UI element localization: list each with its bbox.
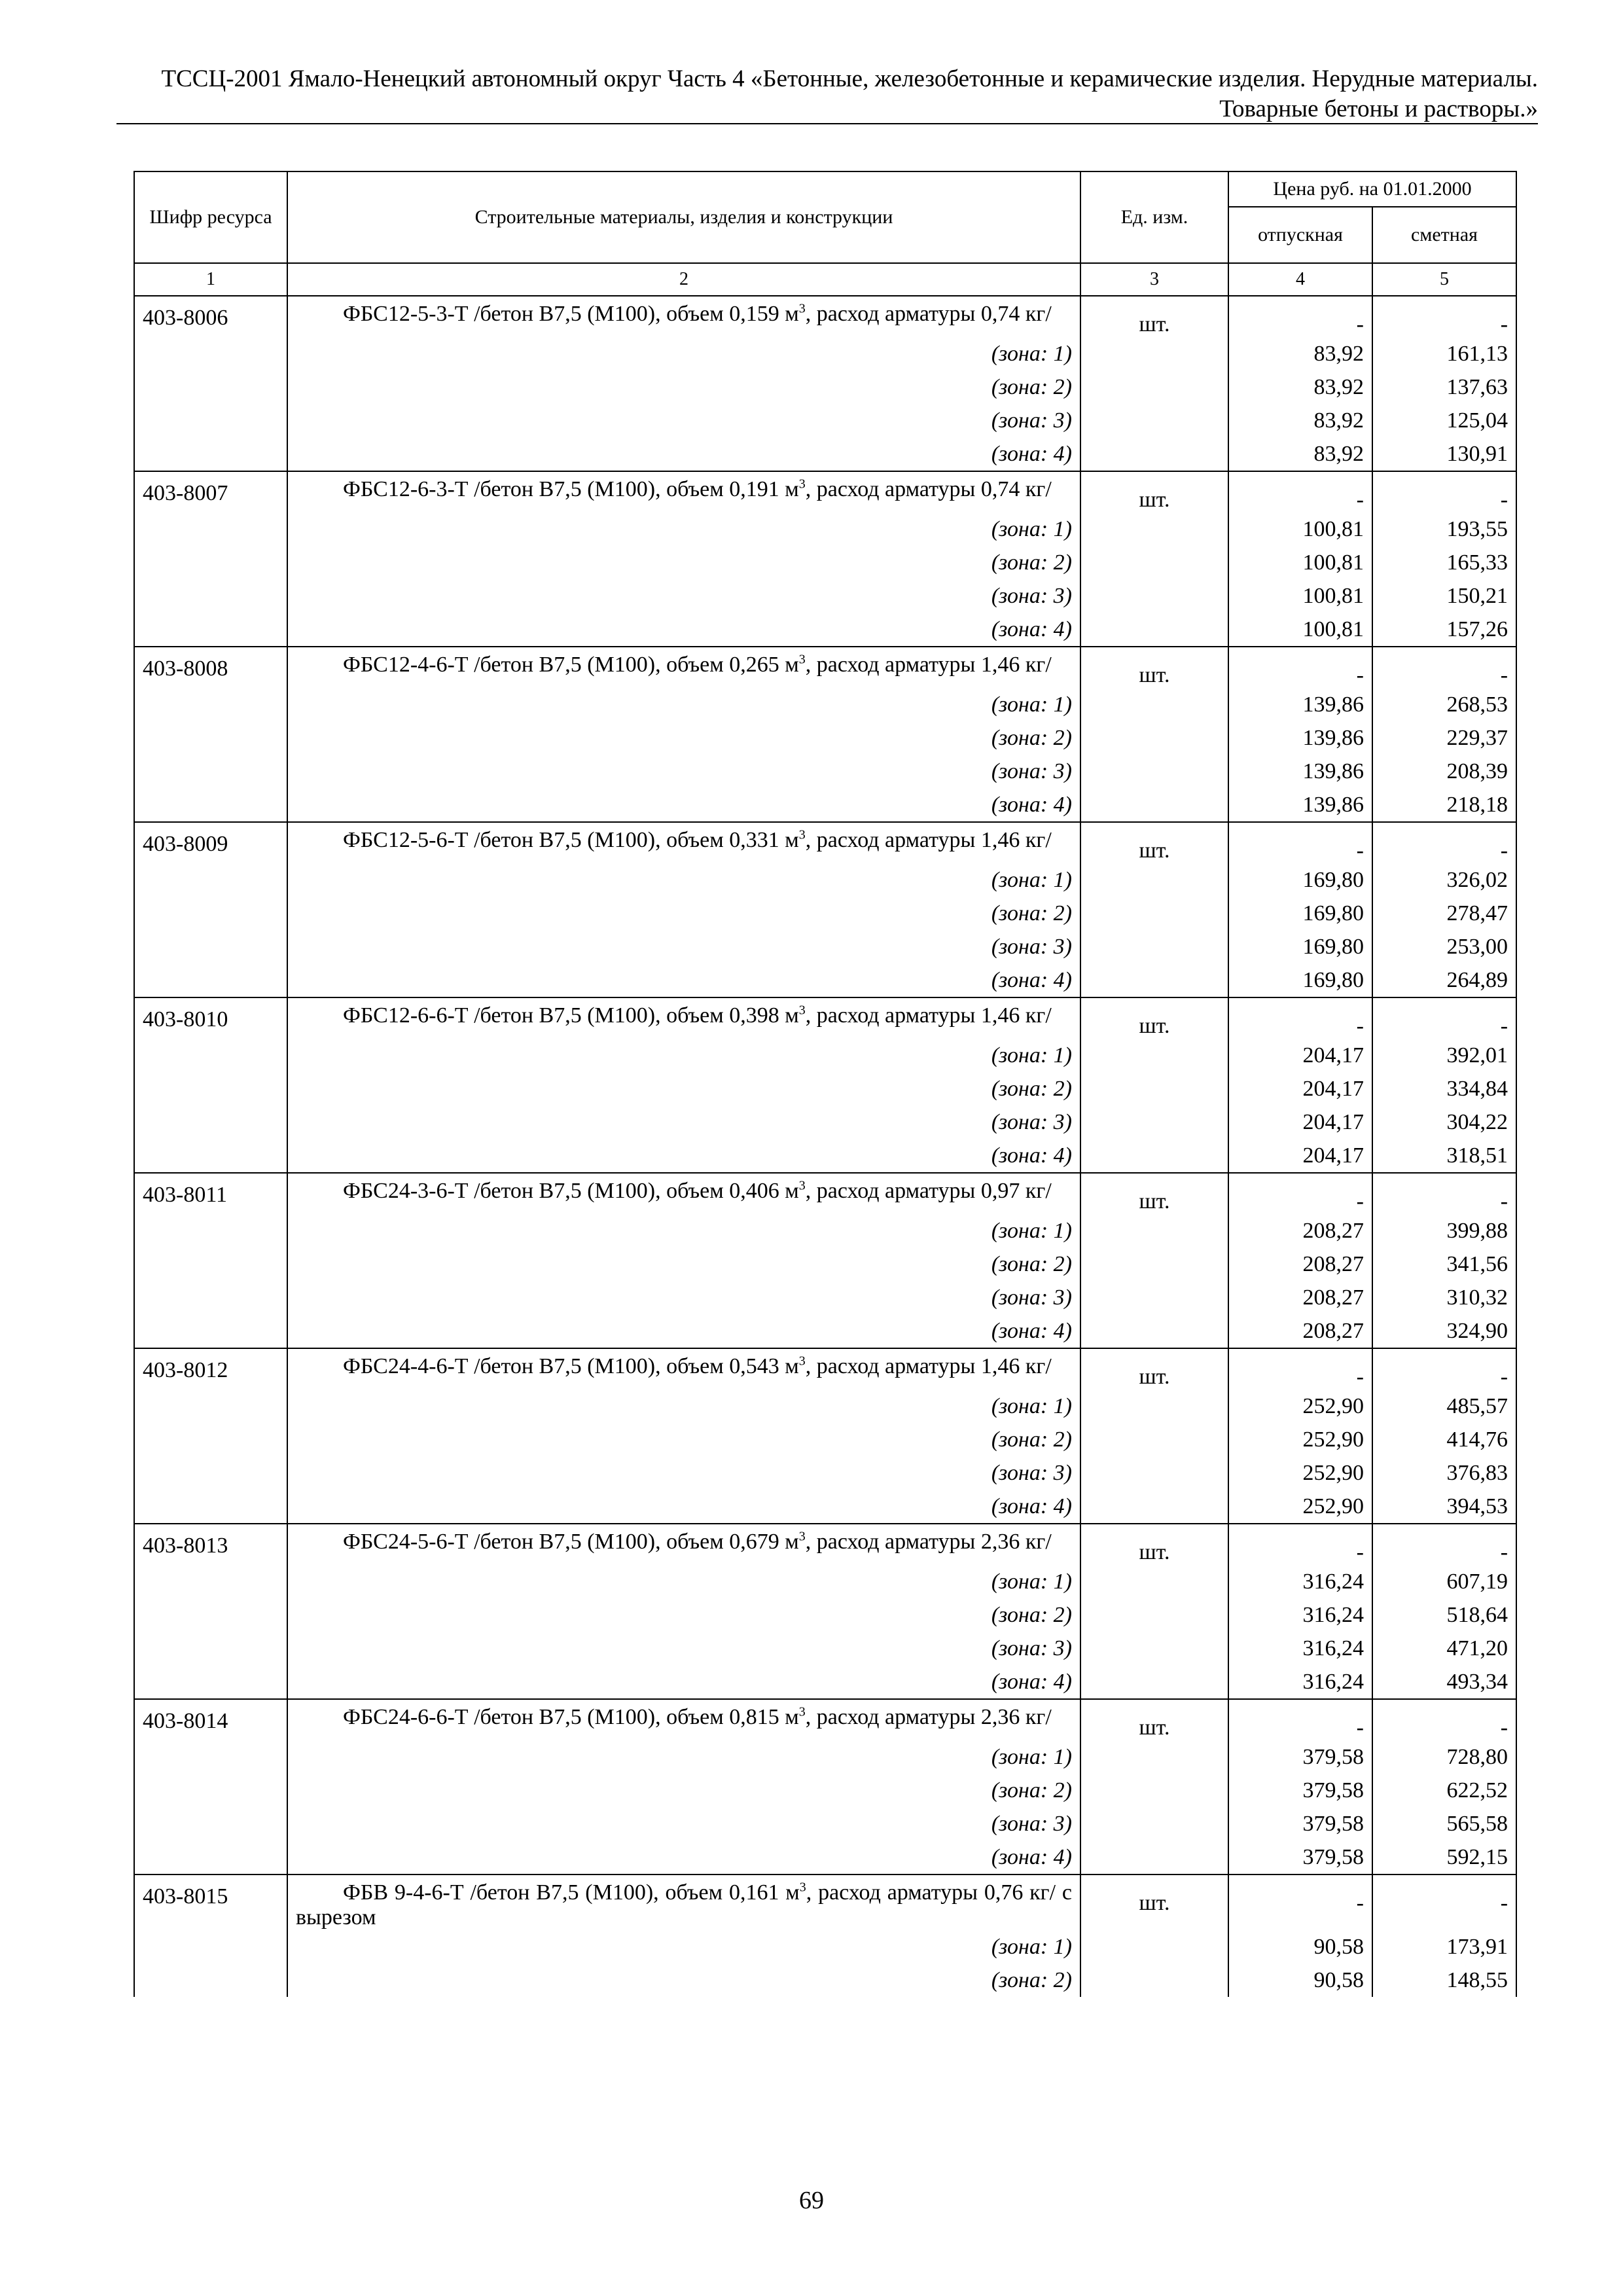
zone-estimate-price: 208,39 <box>1372 755 1516 788</box>
estimate-price: - <box>1372 471 1516 512</box>
zone-row <box>134 1964 1516 1997</box>
resource-code: 403-8006 <box>134 296 287 471</box>
zone-label: (зона: 4) <box>287 1490 1080 1524</box>
zone-row <box>134 1456 1516 1490</box>
zone-release-price: 208,27 <box>1228 1247 1372 1281</box>
zone-estimate-price: 622,52 <box>1372 1774 1516 1807</box>
zone-label: (зона: 2) <box>287 1247 1080 1281</box>
zone-estimate-price: 341,56 <box>1372 1247 1516 1281</box>
zone-release-price: 169,80 <box>1228 963 1372 997</box>
zone-row <box>134 1598 1516 1632</box>
zone-estimate-price: 150,21 <box>1372 579 1516 613</box>
zone-release-price: 100,81 <box>1228 546 1372 579</box>
zone-row <box>134 1390 1516 1423</box>
zone-label: (зона: 4) <box>287 1139 1080 1173</box>
material-description <box>296 477 1072 502</box>
zone-estimate-price: 318,51 <box>1372 1139 1516 1173</box>
zone-row <box>134 1314 1516 1348</box>
material-description <box>296 653 1072 677</box>
zone-release-price: 100,81 <box>1228 579 1372 613</box>
zone-label: (зона: 4) <box>287 788 1080 822</box>
zone-row <box>134 1632 1516 1665</box>
zone-release-price: 379,58 <box>1228 1774 1372 1807</box>
zone-release-price: 90,58 <box>1228 1930 1372 1964</box>
estimate-price: - <box>1372 822 1516 863</box>
zone-release-price: 83,92 <box>1228 437 1372 471</box>
column-number: 2 <box>287 263 1080 296</box>
table-row <box>134 471 1516 512</box>
description-part: ФБС12-5-6-Т /бетон В7,5 (М100), объем 0,331 м <box>343 828 799 852</box>
zone-label: (зона: 3) <box>287 930 1080 963</box>
zone-row <box>134 1840 1516 1874</box>
material-name <box>287 822 1080 863</box>
material-description <box>296 1354 1072 1379</box>
table-row <box>134 1699 1516 1740</box>
zone-release-price: 316,24 <box>1228 1598 1372 1632</box>
zone-label: (зона: 1) <box>287 688 1080 721</box>
zone-estimate-price: 592,15 <box>1372 1840 1516 1874</box>
material-description <box>296 302 1072 327</box>
release-price: - <box>1228 1874 1372 1930</box>
description-part: ФБВ 9-4-6-Т /бетон В7,5 (М100), объем 0,161 м <box>343 1880 800 1905</box>
zone-label: (зона: 3) <box>287 579 1080 613</box>
zone-label: (зона: 3) <box>287 1281 1080 1314</box>
unit-cell: шт. <box>1080 1348 1228 1524</box>
material-description <box>296 1179 1072 1204</box>
table-row <box>134 997 1516 1039</box>
resource-code: 403-8015 <box>134 1874 287 1997</box>
column-number: 1 <box>134 263 287 296</box>
material-name <box>287 1699 1080 1740</box>
description-part: ФБС12-4-6-Т /бетон В7,5 (М100), объем 0,265 м <box>343 653 799 677</box>
zone-release-price: 100,81 <box>1228 512 1372 546</box>
unit-cell: шт. <box>1080 1524 1228 1699</box>
description-part: , расход арматуры 2,36 кг/ <box>805 1530 1052 1554</box>
resource-code: 403-8014 <box>134 1699 287 1874</box>
unit-cell: шт. <box>1080 1173 1228 1348</box>
zone-label: (зона: 1) <box>287 512 1080 546</box>
description-part: , расход арматуры 0,74 кг/ <box>805 477 1052 501</box>
description-part: ФБС24-6-6-Т /бетон В7,5 (М100), объем 0,815 м <box>343 1705 799 1729</box>
header-divider <box>116 123 1538 124</box>
description-part: , расход арматуры 1,46 кг/ <box>805 1354 1052 1378</box>
unit-cell: шт. <box>1080 471 1228 647</box>
zone-release-price: 83,92 <box>1228 404 1372 437</box>
material-name <box>287 471 1080 512</box>
zone-label: (зона: 3) <box>287 1807 1080 1840</box>
zone-label: (зона: 1) <box>287 1740 1080 1774</box>
zone-release-price: 252,90 <box>1228 1390 1372 1423</box>
table-row <box>134 1173 1516 1214</box>
zone-label: (зона: 3) <box>287 1105 1080 1139</box>
zone-row <box>134 1039 1516 1072</box>
zone-estimate-price: 414,76 <box>1372 1423 1516 1456</box>
zone-estimate-price: 324,90 <box>1372 1314 1516 1348</box>
zone-row <box>134 437 1516 471</box>
zone-label: (зона: 3) <box>287 1632 1080 1665</box>
description-part: ФБС24-4-6-Т /бетон В7,5 (М100), объем 0,543 м <box>343 1354 799 1378</box>
zone-release-price: 83,92 <box>1228 337 1372 370</box>
zone-row <box>134 863 1516 897</box>
zone-row <box>134 1930 1516 1964</box>
zone-row <box>134 1105 1516 1139</box>
table-row <box>134 1524 1516 1565</box>
zone-label: (зона: 1) <box>287 1214 1080 1247</box>
release-price: - <box>1228 1173 1372 1214</box>
zone-label: (зона: 1) <box>287 337 1080 370</box>
table-row <box>134 1874 1516 1930</box>
zone-estimate-price: 334,84 <box>1372 1072 1516 1105</box>
release-price: - <box>1228 647 1372 688</box>
zone-estimate-price: 130,91 <box>1372 437 1516 471</box>
zone-release-price: 379,58 <box>1228 1840 1372 1874</box>
resource-code: 403-8012 <box>134 1348 287 1524</box>
material-name <box>287 647 1080 688</box>
zone-row <box>134 1665 1516 1699</box>
zone-release-price: 204,17 <box>1228 1072 1372 1105</box>
zone-release-price: 204,17 <box>1228 1039 1372 1072</box>
zone-release-price: 379,58 <box>1228 1807 1372 1840</box>
zone-estimate-price: 471,20 <box>1372 1632 1516 1665</box>
zone-label: (зона: 1) <box>287 1390 1080 1423</box>
unit-cell: шт. <box>1080 296 1228 471</box>
zone-estimate-price: 264,89 <box>1372 963 1516 997</box>
zone-label: (зона: 2) <box>287 1072 1080 1105</box>
zone-release-price: 252,90 <box>1228 1490 1372 1524</box>
resource-code: 403-8007 <box>134 471 287 647</box>
zone-release-price: 139,86 <box>1228 755 1372 788</box>
zone-row <box>134 1490 1516 1524</box>
page-number: 69 <box>799 2187 824 2214</box>
zone-estimate-price: 161,13 <box>1372 337 1516 370</box>
zone-label: (зона: 2) <box>287 1774 1080 1807</box>
resource-code: 403-8011 <box>134 1173 287 1348</box>
zone-row <box>134 1740 1516 1774</box>
zone-label: (зона: 2) <box>287 1423 1080 1456</box>
zone-row <box>134 404 1516 437</box>
zone-estimate-price: 193,55 <box>1372 512 1516 546</box>
description-part: ФБС24-5-6-Т /бетон В7,5 (М100), объем 0,679 м <box>343 1530 799 1554</box>
zone-estimate-price: 157,26 <box>1372 613 1516 647</box>
description-part: , расход арматуры 0,97 кг/ <box>805 1179 1052 1203</box>
unit-cell: шт. <box>1080 1874 1228 1997</box>
zone-row <box>134 1774 1516 1807</box>
zone-label: (зона: 1) <box>287 863 1080 897</box>
table-row <box>134 296 1516 337</box>
estimate-price: - <box>1372 1173 1516 1214</box>
header-code: Шифр ресурса <box>134 171 287 263</box>
zone-estimate-price: 493,34 <box>1372 1665 1516 1699</box>
zone-label: (зона: 1) <box>287 1565 1080 1598</box>
zone-row <box>134 1214 1516 1247</box>
cubic-superscript: 3 <box>798 1354 806 1369</box>
table-row <box>134 1348 1516 1390</box>
zone-row <box>134 1139 1516 1173</box>
zone-release-price: 90,58 <box>1228 1964 1372 1997</box>
zone-release-price: 204,17 <box>1228 1139 1372 1173</box>
zone-estimate-price: 253,00 <box>1372 930 1516 963</box>
zone-estimate-price: 229,37 <box>1372 721 1516 755</box>
estimate-price: - <box>1372 296 1516 337</box>
unit-cell: шт. <box>1080 1699 1228 1874</box>
estimate-price: - <box>1372 1348 1516 1390</box>
zone-row <box>134 1072 1516 1105</box>
zone-estimate-price: 565,58 <box>1372 1807 1516 1840</box>
zone-label: (зона: 4) <box>287 1665 1080 1699</box>
resource-code: 403-8013 <box>134 1524 287 1699</box>
release-price: - <box>1228 471 1372 512</box>
material-name <box>287 296 1080 337</box>
zone-row <box>134 688 1516 721</box>
page-header <box>116 64 1538 124</box>
zone-row <box>134 579 1516 613</box>
zone-row <box>134 546 1516 579</box>
release-price: - <box>1228 1524 1372 1565</box>
header-name: Строительные материалы, изделия и конструкции <box>287 171 1080 263</box>
description-part: , расход арматуры 1,46 кг/ <box>805 653 1052 677</box>
zone-label: (зона: 3) <box>287 755 1080 788</box>
description-part: , расход арматуры 0,74 кг/ <box>805 302 1052 326</box>
cubic-superscript: 3 <box>798 1529 806 1544</box>
estimate-price: - <box>1372 1524 1516 1565</box>
zone-release-price: 379,58 <box>1228 1740 1372 1774</box>
zone-row <box>134 337 1516 370</box>
zone-estimate-price: 165,33 <box>1372 546 1516 579</box>
material-name <box>287 1173 1080 1214</box>
zone-estimate-price: 125,04 <box>1372 404 1516 437</box>
resource-code: 403-8010 <box>134 997 287 1173</box>
zone-label: (зона: 1) <box>287 1039 1080 1072</box>
zone-row <box>134 1807 1516 1840</box>
zone-label: (зона: 4) <box>287 437 1080 471</box>
zone-release-price: 316,24 <box>1228 1565 1372 1598</box>
zone-label: (зона: 4) <box>287 963 1080 997</box>
header-line-1: ТССЦ-2001 Ямало-Ненецкий автономный округ Часть 4 «Бетонные, железобетонные и керамические изделия. Нерудные материалы. <box>161 65 1538 92</box>
unit-cell: шт. <box>1080 822 1228 997</box>
description-part: , расход арматуры 1,46 кг/ <box>805 1003 1052 1028</box>
column-number: 3 <box>1080 263 1228 296</box>
estimate-price: - <box>1372 1874 1516 1930</box>
cubic-superscript: 3 <box>798 652 806 667</box>
zone-row <box>134 1423 1516 1456</box>
zone-release-price: 252,90 <box>1228 1456 1372 1490</box>
zone-label: (зона: 2) <box>287 1964 1080 1997</box>
zone-row <box>134 1247 1516 1281</box>
zone-release-price: 169,80 <box>1228 930 1372 963</box>
description-part: , расход арматуры 0,76 кг/ с вырезом <box>296 1880 1072 1929</box>
zone-estimate-price: 376,83 <box>1372 1456 1516 1490</box>
header-release: отпускная <box>1228 207 1372 263</box>
header-line-2: Товарные бетоны и растворы.» <box>1219 96 1538 122</box>
material-name <box>287 1524 1080 1565</box>
zone-estimate-price: 485,57 <box>1372 1390 1516 1423</box>
zone-release-price: 83,92 <box>1228 370 1372 404</box>
zone-label: (зона: 2) <box>287 546 1080 579</box>
material-name <box>287 1874 1080 1930</box>
zone-row <box>134 1565 1516 1598</box>
resource-code: 403-8009 <box>134 822 287 997</box>
release-price: - <box>1228 997 1372 1039</box>
zone-label: (зона: 2) <box>287 1598 1080 1632</box>
column-number: 4 <box>1228 263 1372 296</box>
estimate-price: - <box>1372 647 1516 688</box>
zone-release-price: 169,80 <box>1228 897 1372 930</box>
table-body <box>134 296 1516 1997</box>
description-part: ФБС24-3-6-Т /бетон В7,5 (М100), объем 0,406 м <box>343 1179 799 1203</box>
zone-label: (зона: 4) <box>287 1840 1080 1874</box>
release-price: - <box>1228 296 1372 337</box>
cubic-superscript: 3 <box>798 827 806 842</box>
zone-row <box>134 788 1516 822</box>
column-number: 5 <box>1372 263 1516 296</box>
description-part: ФБС12-6-3-Т /бетон В7,5 (М100), объем 0,191 м <box>343 477 799 501</box>
zone-estimate-price: 218,18 <box>1372 788 1516 822</box>
cubic-superscript: 3 <box>798 1704 806 1719</box>
zone-row <box>134 721 1516 755</box>
header-unit: Ед. изм. <box>1080 171 1228 263</box>
material-description <box>296 1530 1072 1554</box>
zone-label: (зона: 2) <box>287 721 1080 755</box>
zone-estimate-price: 399,88 <box>1372 1214 1516 1247</box>
zone-estimate-price: 518,64 <box>1372 1598 1516 1632</box>
zone-estimate-price: 607,19 <box>1372 1565 1516 1598</box>
zone-release-price: 316,24 <box>1228 1632 1372 1665</box>
estimate-price: - <box>1372 997 1516 1039</box>
zone-estimate-price: 137,63 <box>1372 370 1516 404</box>
zone-estimate-price: 728,80 <box>1372 1740 1516 1774</box>
header-price: Цена руб. на 01.01.2000 <box>1228 171 1516 207</box>
table-row <box>134 647 1516 688</box>
zone-release-price: 139,86 <box>1228 721 1372 755</box>
description-part: , расход арматуры 2,36 кг/ <box>805 1705 1052 1729</box>
cubic-superscript: 3 <box>799 1880 806 1895</box>
cubic-superscript: 3 <box>798 1178 806 1193</box>
description-part: ФБС12-6-6-Т /бетон В7,5 (М100), объем 0,398 м <box>343 1003 799 1028</box>
material-description <box>296 1003 1072 1028</box>
zone-release-price: 316,24 <box>1228 1665 1372 1699</box>
description-part: , расход арматуры 1,46 кг/ <box>805 828 1052 852</box>
zone-estimate-price: 310,32 <box>1372 1281 1516 1314</box>
material-description <box>296 1705 1072 1730</box>
release-price: - <box>1228 1348 1372 1390</box>
zone-estimate-price: 394,53 <box>1372 1490 1516 1524</box>
zone-release-price: 208,27 <box>1228 1314 1372 1348</box>
zone-release-price: 100,81 <box>1228 613 1372 647</box>
estimate-price: - <box>1372 1699 1516 1740</box>
resource-code: 403-8008 <box>134 647 287 822</box>
zone-row <box>134 512 1516 546</box>
zone-label: (зона: 3) <box>287 404 1080 437</box>
price-table <box>134 171 1517 1997</box>
zone-estimate-price: 148,55 <box>1372 1964 1516 1997</box>
zone-label: (зона: 1) <box>287 1930 1080 1964</box>
zone-row <box>134 370 1516 404</box>
cubic-superscript: 3 <box>798 1003 806 1018</box>
zone-row <box>134 613 1516 647</box>
zone-label: (зона: 4) <box>287 613 1080 647</box>
cubic-superscript: 3 <box>798 476 806 492</box>
release-price: - <box>1228 1699 1372 1740</box>
zone-row <box>134 755 1516 788</box>
zone-release-price: 252,90 <box>1228 1423 1372 1456</box>
zone-release-price: 208,27 <box>1228 1214 1372 1247</box>
zone-row <box>134 1281 1516 1314</box>
zone-estimate-price: 326,02 <box>1372 863 1516 897</box>
material-description <box>296 1880 1072 1930</box>
zone-release-price: 208,27 <box>1228 1281 1372 1314</box>
zone-label: (зона: 2) <box>287 897 1080 930</box>
unit-cell: шт. <box>1080 997 1228 1173</box>
zone-label: (зона: 3) <box>287 1456 1080 1490</box>
zone-estimate-price: 392,01 <box>1372 1039 1516 1072</box>
zone-estimate-price: 304,22 <box>1372 1105 1516 1139</box>
material-name <box>287 997 1080 1039</box>
cubic-superscript: 3 <box>798 301 806 316</box>
description-part: ФБС12-5-3-Т /бетон В7,5 (М100), объем 0,159 м <box>343 302 799 326</box>
zone-release-price: 204,17 <box>1228 1105 1372 1139</box>
release-price: - <box>1228 822 1372 863</box>
material-description <box>296 828 1072 853</box>
zone-label: (зона: 4) <box>287 1314 1080 1348</box>
zone-row <box>134 963 1516 997</box>
unit-cell: шт. <box>1080 647 1228 822</box>
zone-label: (зона: 2) <box>287 370 1080 404</box>
table-row <box>134 822 1516 863</box>
zone-release-price: 169,80 <box>1228 863 1372 897</box>
zone-row <box>134 930 1516 963</box>
zone-release-price: 139,86 <box>1228 688 1372 721</box>
material-name <box>287 1348 1080 1390</box>
zone-estimate-price: 268,53 <box>1372 688 1516 721</box>
zone-release-price: 139,86 <box>1228 788 1372 822</box>
zone-estimate-price: 278,47 <box>1372 897 1516 930</box>
zone-estimate-price: 173,91 <box>1372 1930 1516 1964</box>
header-estimate: сметная <box>1372 207 1516 263</box>
zone-row <box>134 897 1516 930</box>
